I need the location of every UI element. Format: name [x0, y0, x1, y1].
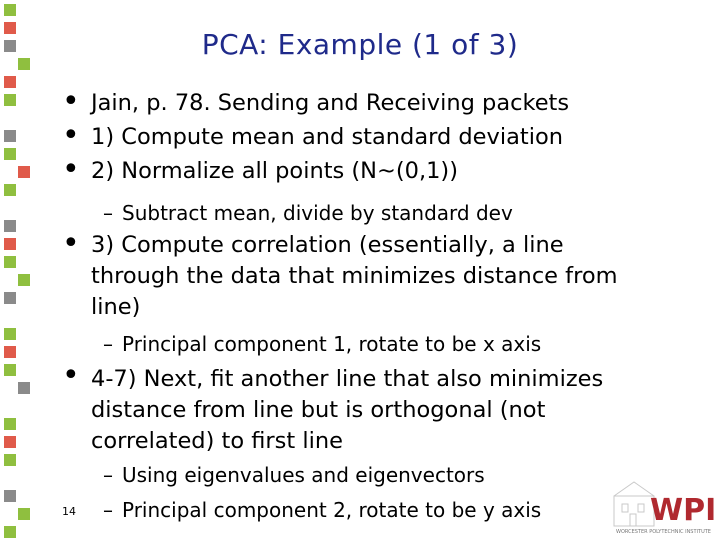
bullet-item: 1) Compute mean and standard deviation: [91, 124, 563, 150]
subbullet-item: Subtract mean, divide by standard dev: [122, 201, 513, 225]
bullet-marker: •: [62, 226, 80, 261]
page-number: 14: [62, 505, 76, 518]
wpi-logo: [612, 478, 716, 536]
subbullet-marker: –: [103, 463, 113, 487]
subbullet-item: Using eigenvalues and eigenvectors: [122, 463, 485, 487]
bullet-marker: •: [62, 358, 80, 393]
subbullet-marker: –: [103, 332, 113, 356]
bullet-marker: •: [62, 118, 80, 153]
subbullet-item: Principal component 1, rotate to be x axis: [122, 332, 542, 356]
logo-caption: WORCESTER POLYTECHNIC INSTITUTE: [616, 529, 711, 535]
bullet-item: 2) Normalize all points (N~(0,1)): [91, 158, 458, 184]
bullet-marker: •: [62, 152, 80, 187]
bullet-item: Jain, p. 78. Sending and Receiving packets: [91, 90, 570, 116]
bullet-marker: •: [62, 84, 80, 119]
bullet-item: 3) Compute correlation (essentially, a line through the data that minimizes distance from line): [91, 232, 618, 320]
subbullet-marker: –: [103, 201, 113, 225]
decorative-square-strip: [0, 0, 56, 540]
bullet-item: 4-7) Next, fit another line that also minimizes distance from line but is orthogonal (not correlated) to first line: [91, 366, 604, 454]
subbullet-item: Principal component 2, rotate to be y axis: [122, 498, 542, 522]
logo-wordmark: WPI: [650, 493, 716, 528]
slide-title: PCA: Example (1 of 3): [201, 28, 519, 61]
subbullet-marker: –: [103, 498, 113, 522]
